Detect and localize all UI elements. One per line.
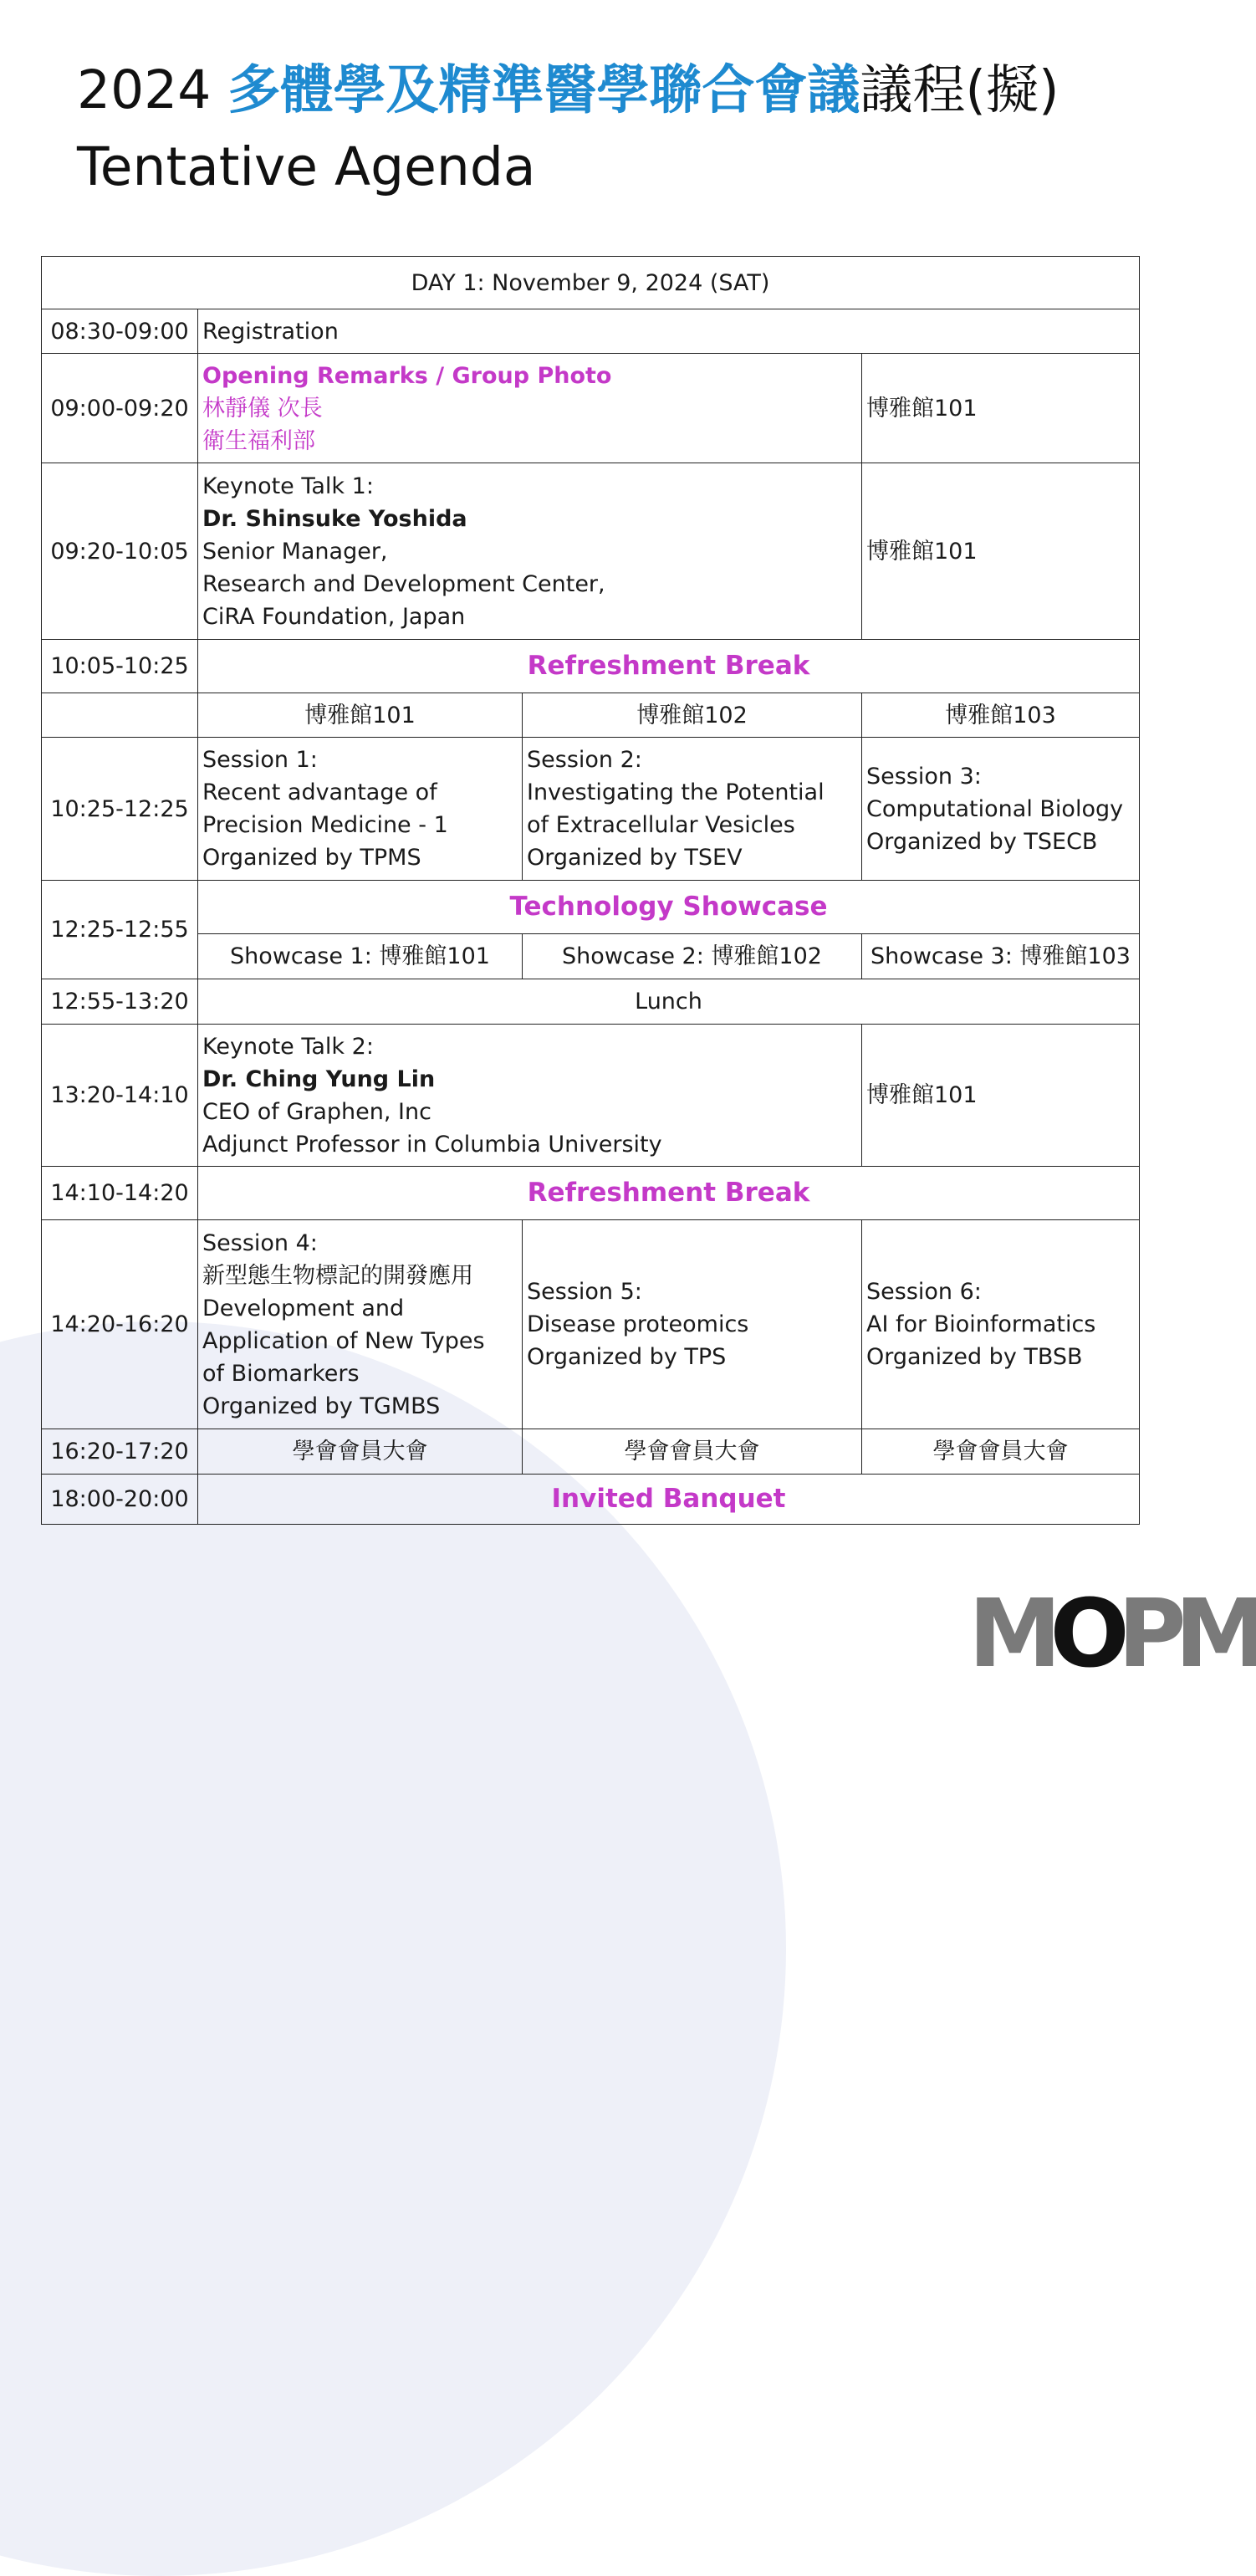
session-2-line: Session 2:	[527, 747, 642, 773]
time-cell: 18:00-20:00	[42, 1475, 198, 1525]
session-1-line: Organized by TPMS	[202, 845, 421, 871]
break2-row	[42, 1167, 1140, 1220]
keynote2-venue: 博雅館101	[862, 1025, 1140, 1167]
session-5	[523, 1220, 862, 1429]
opening-title: Opening Remarks / Group Photo	[202, 362, 612, 389]
session-3	[862, 738, 1140, 881]
time-cell: 09:20-10:05	[42, 463, 198, 640]
session-2-line: Investigating the Potential	[527, 779, 825, 805]
session-4-line: Organized by TGMBS	[202, 1393, 441, 1419]
keynote1-details	[198, 463, 862, 640]
members-meeting-1: 學會會員大會	[198, 1429, 523, 1475]
title-subtitle: Tentative Agenda	[77, 136, 536, 197]
session-1-line: Recent advantage of	[202, 779, 437, 805]
day-header: DAY 1: November 9, 2024 (SAT)	[42, 257, 1140, 309]
keynote1-line2: Research and Development Center,	[202, 570, 605, 597]
time-cell: 13:20-14:10	[42, 1025, 198, 1167]
title-conference-name: 多體學及精準醫學聯合會議	[227, 59, 860, 120]
keynote1-venue: 博雅館101	[862, 463, 1140, 640]
session-6-line: AI for Bioinformatics	[866, 1311, 1096, 1337]
room-102: 博雅館102	[523, 693, 862, 738]
session-5-line: Session 5:	[527, 1279, 642, 1305]
keynote1-row	[42, 463, 1140, 640]
keynote2-details	[198, 1025, 862, 1167]
session-4-line: Application of New Types	[202, 1327, 485, 1354]
lunch-label: Lunch	[198, 979, 1140, 1025]
session-5-line: Organized by TPS	[527, 1344, 727, 1370]
session-6-line: Organized by TBSB	[866, 1344, 1083, 1370]
session-2-line: Organized by TSEV	[527, 845, 743, 871]
sessions-am-row	[42, 738, 1140, 881]
session-1	[198, 738, 523, 881]
time-cell: 16:20-17:20	[42, 1429, 198, 1475]
members-meeting-3: 學會會員大會	[862, 1429, 1140, 1475]
showcase-2: Showcase 2: 博雅館102	[523, 934, 862, 979]
keynote1-label: Keynote Talk 1:	[202, 473, 374, 499]
opening-org: 衛生福利部	[202, 427, 315, 454]
title-suffix: 議程(擬)	[860, 59, 1059, 120]
session-5-line: Disease proteomics	[527, 1311, 749, 1337]
keynote1-speaker: Dr. Shinsuke Yoshida	[202, 505, 467, 532]
session-2-line: of Extracellular Vesicles	[527, 812, 795, 838]
session-4-line: of Biomarkers	[202, 1360, 360, 1387]
keynote2-line1: CEO of Graphen, Inc	[202, 1098, 431, 1125]
lunch-row	[42, 979, 1140, 1025]
showcase-3: Showcase 3: 博雅館103	[862, 934, 1140, 979]
time-cell: 10:05-10:25	[42, 640, 198, 693]
mopm-logo: MOPM	[968, 1580, 1256, 1689]
room-103: 博雅館103	[862, 693, 1140, 738]
title-year: 2024	[77, 59, 212, 120]
agenda-table	[41, 256, 1140, 1525]
sessions-pm-row	[42, 1220, 1140, 1429]
keynote1-line3: CiRA Foundation, Japan	[202, 603, 466, 630]
members-row	[42, 1429, 1140, 1475]
session-4-line: 新型態生物標記的開發應用	[202, 1262, 473, 1289]
room-101: 博雅館101	[198, 693, 523, 738]
keynote1-line1: Senior Manager,	[202, 538, 388, 565]
session-4	[198, 1220, 523, 1429]
day-header-row	[42, 257, 1140, 309]
session-4-line: Session 4:	[202, 1229, 318, 1256]
showcase-row	[42, 881, 1140, 934]
break1-label: Refreshment Break	[198, 640, 1140, 693]
time-cell: 09:00-09:20	[42, 354, 198, 463]
page-title	[77, 52, 1059, 206]
empty-cell	[42, 693, 198, 738]
banquet-label: Invited Banquet	[198, 1475, 1140, 1525]
session-3-line: Computational Biology	[866, 795, 1124, 822]
opening-speaker: 林靜儀 次長	[202, 395, 323, 422]
keynote2-speaker: Dr. Ching Yung Lin	[202, 1066, 436, 1092]
opening-details	[198, 354, 862, 463]
time-cell: 08:30-09:00	[42, 309, 198, 354]
showcase-1: Showcase 1: 博雅館101	[198, 934, 523, 979]
time-cell: 14:20-16:20	[42, 1220, 198, 1429]
session-6	[862, 1220, 1140, 1429]
registration-label: Registration	[198, 309, 1140, 354]
session-3-line: Session 3:	[866, 763, 982, 790]
session-1-line: Session 1:	[202, 747, 318, 773]
rooms-row	[42, 693, 1140, 738]
keynote2-label: Keynote Talk 2:	[202, 1033, 374, 1060]
break2-label: Refreshment Break	[198, 1167, 1140, 1220]
showcase-label: Technology Showcase	[198, 881, 1140, 934]
time-cell: 14:10-14:20	[42, 1167, 198, 1220]
session-2	[523, 738, 862, 881]
session-4-line: Development and	[202, 1295, 405, 1321]
time-cell: 12:55-13:20	[42, 979, 198, 1025]
session-6-line: Session 6:	[866, 1279, 982, 1305]
opening-venue: 博雅館101	[862, 354, 1140, 463]
session-3-line: Organized by TSECB	[866, 828, 1098, 855]
registration-row	[42, 309, 1140, 354]
showcase-items-row	[42, 934, 1140, 979]
keynote2-line2: Adjunct Professor in Columbia University	[202, 1131, 662, 1158]
members-meeting-2: 學會會員大會	[523, 1429, 862, 1475]
time-cell: 12:25-12:55	[42, 881, 198, 979]
opening-row	[42, 354, 1140, 463]
time-cell: 10:25-12:25	[42, 738, 198, 881]
session-1-line: Precision Medicine - 1	[202, 812, 448, 838]
break1-row	[42, 640, 1140, 693]
banquet-row	[42, 1475, 1140, 1525]
keynote2-row	[42, 1025, 1140, 1167]
